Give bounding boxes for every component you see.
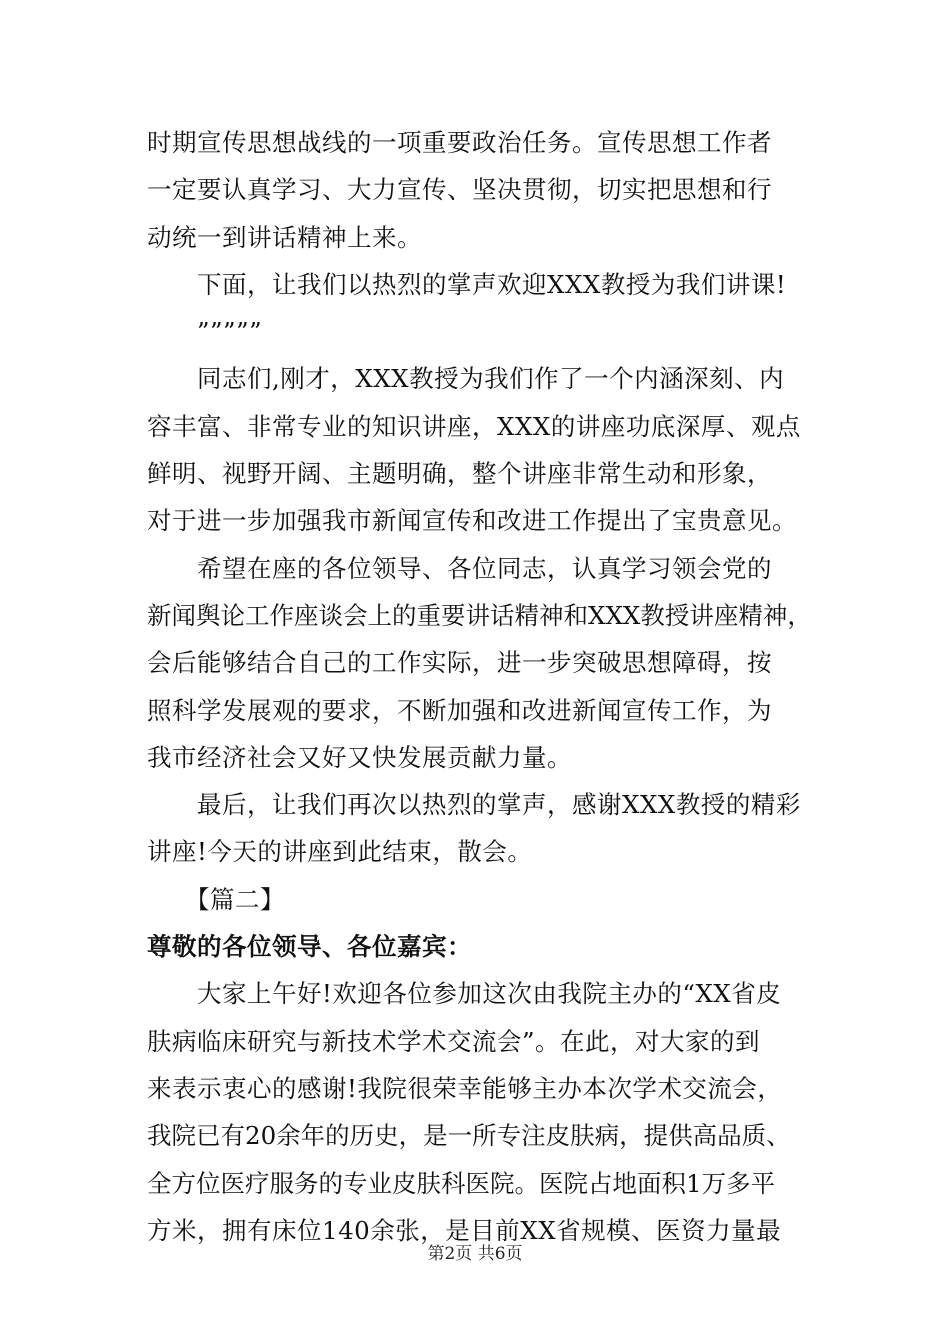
text-line: 全方位医疗服务的专业皮肤科医院。医院占地面积1万多平	[147, 1168, 776, 1198]
text-line: 讲座!今天的讲座到此结束，散会。	[147, 837, 533, 867]
text-line: 方米，拥有床位140余张，是目前XX省规模、医资力量最	[147, 1215, 782, 1245]
text-line: 最后，让我们再次以热烈的掌声，感谢XXX教授的精彩	[197, 790, 801, 820]
ellipsis-marks: ”””””	[197, 317, 263, 347]
text-line: 动统一到讲话精神上来。	[147, 222, 422, 252]
text-line: 我市经济社会又好又快发展贡献力量。	[147, 742, 572, 772]
text-line: 对于进一步加强我市新闻宣传和改进工作提出了宝贵意见。	[147, 506, 797, 536]
page-number-footer: 第2页 共6页	[427, 1244, 523, 1264]
text-line: 新闻舆论工作座谈会上的重要讲话精神和XXX教授讲座精神，	[147, 600, 812, 630]
text-line: 容丰富、非常专业的知识讲座，XXX的讲座功底深厚、观点	[147, 411, 801, 441]
text-line: 同志们,刚才，XXX教授为我们作了一个内涵深刻、内	[197, 364, 785, 394]
text-line: 会后能够结合自己的工作实际，进一步突破思想障碍，按	[147, 648, 772, 678]
section-heading: 【篇二】	[185, 884, 285, 914]
text-line: 时期宣传思想战线的一项重要政治任务。宣传思想工作者	[147, 128, 772, 157]
text-line: 鲜明、视野开阔、主题明确，整个讲座非常生动和形象，	[147, 459, 772, 489]
text-line: 一定要认真学习、大力宣传、坚决贯彻，切实把思想和行	[147, 175, 772, 205]
document-body	[147, 119, 812, 1254]
text-line: 来表示衷心的感谢!我院很荣幸能够主办本次学术交流会，	[147, 1073, 783, 1103]
text-line: 肤病临床研究与新技术学术交流会”。在此，对大家的到	[147, 1026, 761, 1056]
text-line: 下面，让我们以热烈的掌声欢迎XXX教授为我们讲课!	[197, 269, 787, 299]
text-line: 希望在座的各位领导、各位同志，认真学习领会党的	[197, 553, 772, 583]
text-line: 我院已有20余年的历史，是一所专注皮肤病，提供高品质、	[147, 1121, 791, 1151]
text-line: 大家上午好!欢迎各位参加这次由我院主办的“XX省皮	[197, 979, 782, 1009]
salutation: 尊敬的各位领导、各位嘉宾：	[147, 932, 472, 962]
text-line: 照科学发展观的要求，不断加强和改进新闻宣传工作，为	[147, 695, 772, 725]
